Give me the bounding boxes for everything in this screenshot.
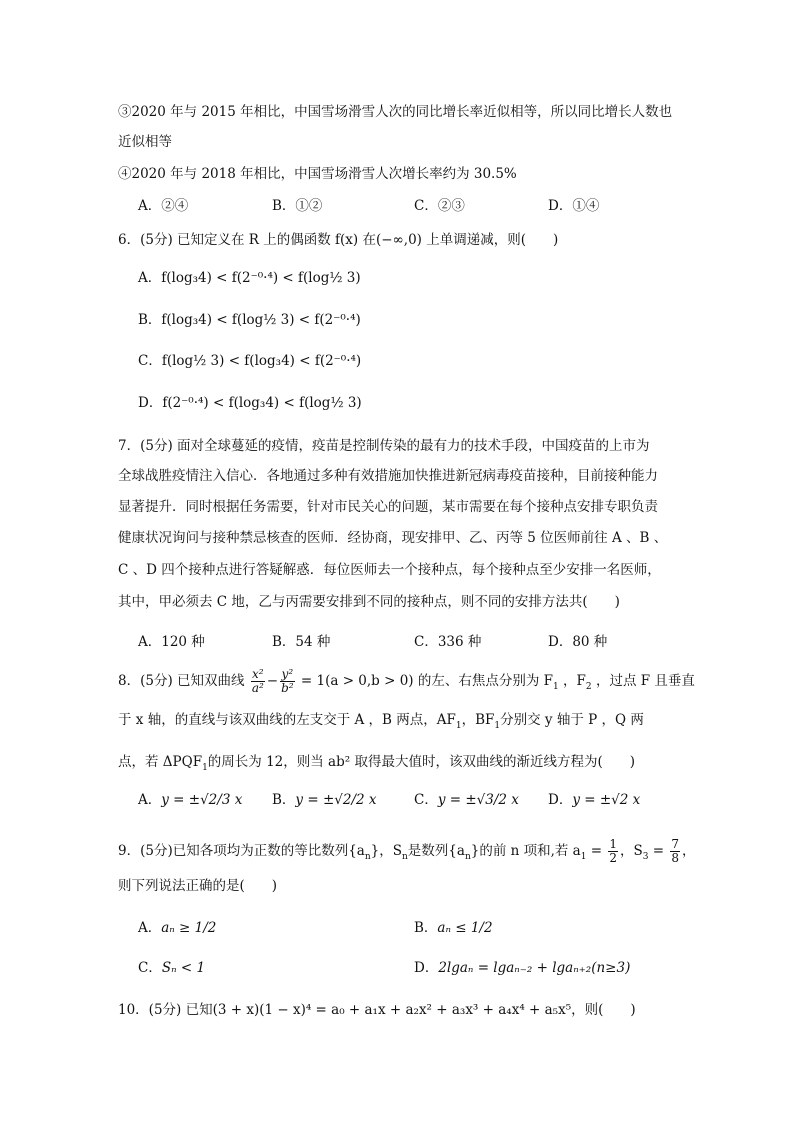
q6-option-b: B．f(log₃4) < f(log½ 3) < f(2⁻⁰·⁴) [138, 312, 361, 328]
q6-option-d: D．f(2⁻⁰·⁴) < f(log₃4) < f(log½ 3) [138, 395, 362, 411]
q7-option-a: A．120 种 [138, 634, 205, 650]
q10-stem: 10．(5分) 已知(3 + x)(1 − x)⁴ = a₀ + a₁x + a₂x² + a₃x³ + a₄x⁴ + a₅x⁵，则( ) [118, 1002, 636, 1018]
q7-option-d: D．80 种 [548, 634, 608, 650]
statement-3-line-2: 近似相等 [118, 134, 172, 150]
q9-option-c: C．Sₙ < 1 [138, 960, 206, 976]
q7-line-5: C 、D 四个接种点进行答疑解惑．每位医师去一个接种点，每个接种点至少安排一名医师， [118, 562, 661, 578]
q5-option-b: B．①② [272, 198, 323, 214]
q9-line-1: 9．(5分)已知各项均为正数的等比数列$\{a_n\}$，$S_n$是数列$\{a_n\}$的前 n 项和,若 $a_1$ = $\frac{1}{2}$ ，$S_3$ = $\frac{7}{8}$ ， [118, 837, 696, 865]
q9-option-b: B．aₙ ≤ 1/2 [414, 920, 493, 936]
q7-option-c: C．336 种 [414, 634, 482, 650]
q8-line-3: 点，若 $\Delta PQF_1$的周长为 12，则当 ab² 取得最大值时，该双曲线的渐近线方程为( ) [118, 754, 635, 773]
q7-line-1: 7．(5分) 面对全球蔓延的疫情，疫苗是控制传染的最有力的技术手段，中国疫苗的上市为 [118, 438, 650, 454]
q8-line-1: 8．(5分) 已知双曲线 $\frac{\text{x²}}{\text{a²}}$ − $\frac{\text{y²}}{\text{b²}}$ = 1(a > 0,b > 0) 的左、右焦点分别为 $F_1$ ，$F_2$ ，过点 F 且垂直 [118, 667, 695, 695]
q5-option-d: D．①④ [548, 198, 600, 214]
q7-line-6: 其中，甲必须去 C 地，乙与丙需要安排到不同的接种点，则不同的安排方法共( ) [118, 594, 620, 610]
q9-option-a: A．aₙ ≥ 1/2 [138, 920, 217, 936]
q5-option-c: C．②③ [414, 198, 465, 214]
q7-line-3: 显著提升．同时根据任务需要，针对市民关心的问题，某市需要在每个接种点安排专职负责 [118, 499, 658, 515]
q8-line-2: 于 x 轴，的直线与该双曲线的左支交于 A ，B 两点，$AF_1$，$BF_1$分别交 y 轴于 P ，Q 两 [118, 712, 644, 731]
q9-line-2: 则下列说法正确的是( ) [118, 878, 278, 894]
q7-line-2: 全球战胜疫情注入信心．各地通过多种有效措施加快推进新冠病毒疫苗接种，目前接种能力 [118, 468, 658, 484]
q8-option-b: B．y = ±√2/2 x [272, 792, 377, 808]
q7-option-b: B．54 种 [272, 634, 331, 650]
q9-option-d: D．2lgaₙ = lgaₙ₋₂ + lgaₙ₊₂(n≥3) [414, 960, 631, 976]
q8-option-d: D．y = ±√2 x [548, 792, 641, 808]
q8-option-a: A．y = ±√2/3 x [138, 792, 243, 808]
q7-line-4: 健康状况询问与接种禁忌核查的医师．经协商，现安排甲、乙、丙等 5 位医师前往 A 、B 、 [118, 530, 668, 546]
statement-3-line-1: ③2020 年与 2015 年相比，中国雪场滑雪人次的同比增长率近似相等，所以同比增长人数也 [118, 104, 673, 120]
q6-option-c: C．f(log½ 3) < f(log₃4) < f(2⁻⁰·⁴) [138, 353, 362, 369]
q6-option-a: A．f(log₃4) < f(2⁻⁰·⁴) < f(log½ 3) [138, 270, 361, 286]
q5-option-a: A．②④ [138, 198, 189, 214]
q6-stem: 6．(5分) 已知定义在 R 上的偶函数 f(x) 在(−∞,0) 上单调递减，则( ) [118, 232, 559, 248]
statement-4: ④2020 年与 2018 年相比，中国雪场滑雪人次增长率约为 30.5% [118, 166, 517, 182]
q8-option-c: C．y = ±√3/2 x [414, 792, 519, 808]
